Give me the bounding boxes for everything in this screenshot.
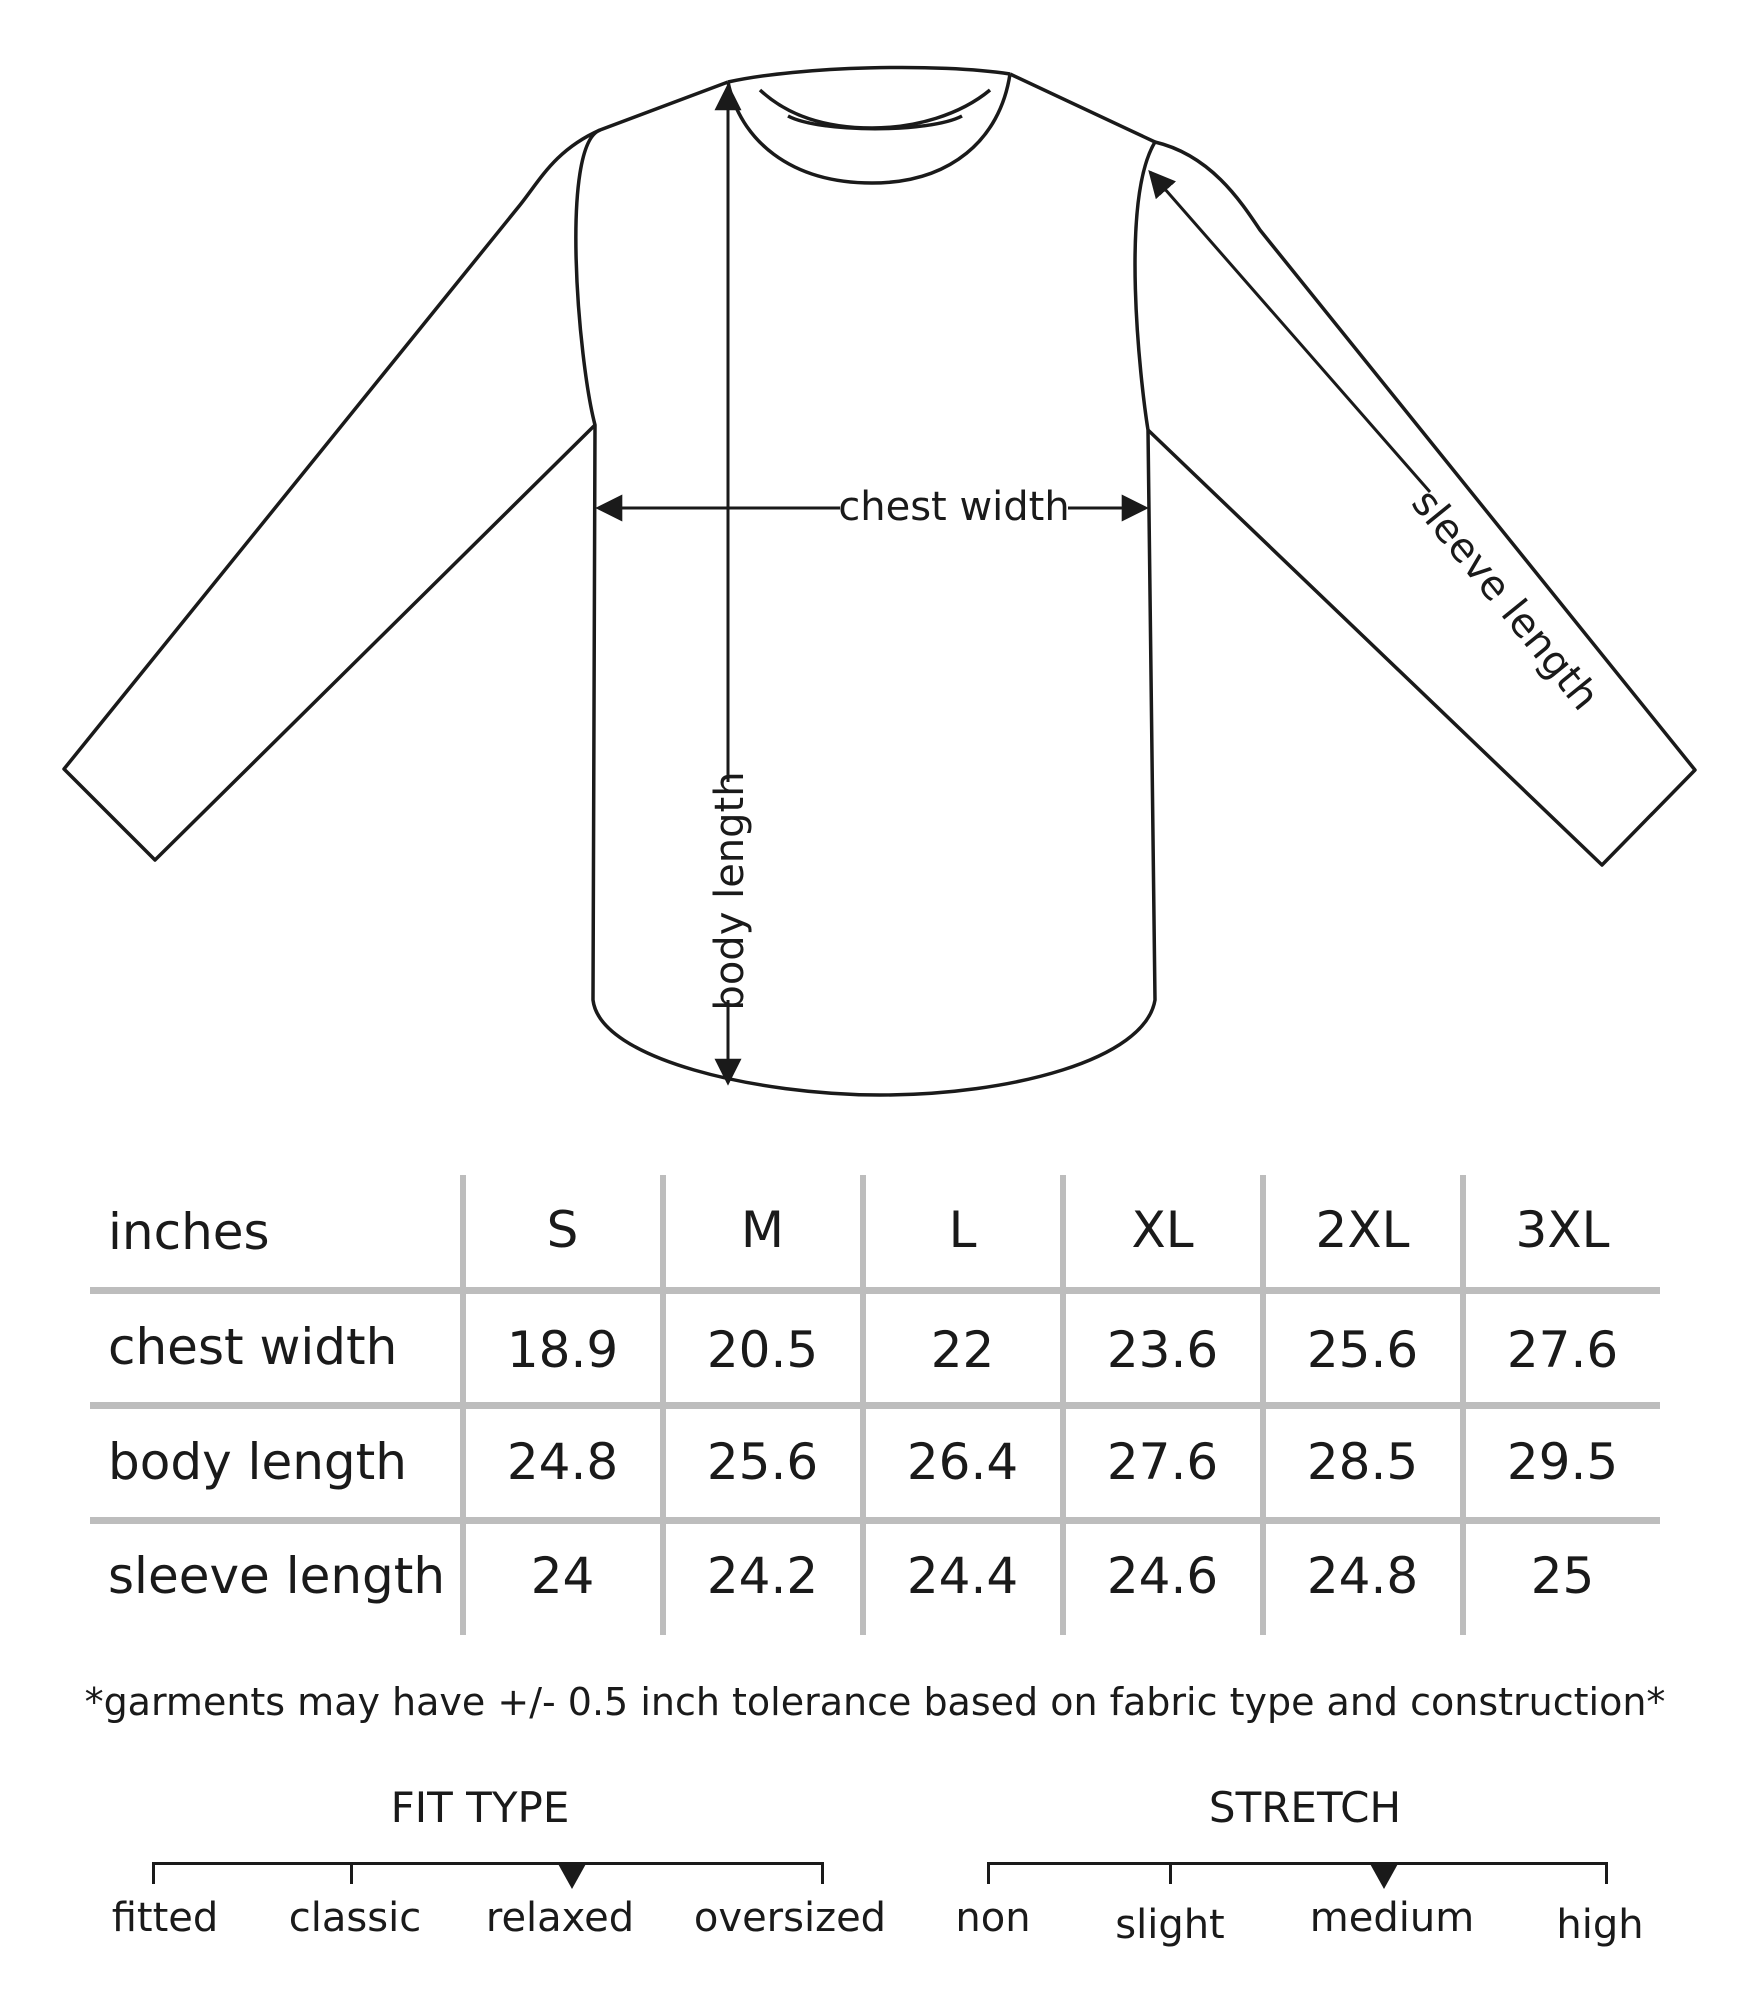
stretch-marker-icon xyxy=(1369,1862,1399,1889)
long-sleeve-shirt-outline xyxy=(64,67,1695,1095)
size-header: L xyxy=(948,1201,977,1259)
table-cell: 20.5 xyxy=(706,1321,819,1379)
table-cell: 27.6 xyxy=(1106,1433,1219,1491)
table-cell: 24.4 xyxy=(906,1547,1019,1605)
table-cell: 24 xyxy=(530,1547,595,1605)
row-label-chest-width: chest width xyxy=(108,1318,398,1376)
table-cell: 25 xyxy=(1530,1547,1595,1605)
sleeve-length-line xyxy=(1150,172,1430,492)
table-cell: 25.6 xyxy=(1306,1321,1419,1379)
stretch-title: STRETCH xyxy=(1208,1783,1402,1832)
stretch-tick xyxy=(1169,1862,1172,1884)
stretch-tick xyxy=(987,1862,990,1884)
table-cell: 25.6 xyxy=(706,1433,819,1491)
fit-type-marker-icon xyxy=(557,1862,587,1889)
unit-header: inches xyxy=(108,1203,270,1261)
size-chart-table xyxy=(90,1175,1660,1635)
tolerance-note: *garments may have +/- 0.5 inch tolerance based on fabric type and construction* xyxy=(84,1680,1666,1724)
stretch-option: high xyxy=(1556,1902,1644,1948)
table-cell: 29.5 xyxy=(1506,1433,1619,1491)
table-cell: 26.4 xyxy=(906,1433,1019,1491)
table-cell: 22 xyxy=(930,1321,995,1379)
fit-type-tick xyxy=(821,1862,824,1884)
table-cell: 24.2 xyxy=(706,1547,819,1605)
fit-type-option: oversized xyxy=(693,1895,887,1941)
table-cell: 18.9 xyxy=(506,1321,619,1379)
chest-width-label: chest width xyxy=(838,484,1070,530)
collar-outer xyxy=(728,67,1010,82)
fit-type-option: classic xyxy=(288,1895,422,1941)
shirt-body xyxy=(576,74,1155,1095)
stretch-option: slight xyxy=(1115,1902,1225,1948)
fit-type-option: fitted xyxy=(111,1895,219,1941)
table-cell: 24.6 xyxy=(1106,1547,1219,1605)
fit-type-scale-line xyxy=(152,1862,824,1865)
table-cell: 24.8 xyxy=(1306,1547,1419,1605)
left-sleeve xyxy=(64,130,600,860)
row-label-sleeve-length: sleeve length xyxy=(108,1547,446,1605)
fit-type-tick xyxy=(152,1862,155,1884)
collar-band xyxy=(760,90,990,128)
size-header: XL xyxy=(1131,1201,1194,1259)
fit-type-option: relaxed xyxy=(485,1895,635,1941)
row-label-body-length: body length xyxy=(108,1433,407,1491)
stretch-scale-line xyxy=(987,1862,1608,1865)
size-header: 2XL xyxy=(1315,1201,1410,1259)
table-cell: 24.8 xyxy=(506,1433,619,1491)
stretch-option: non xyxy=(955,1895,1031,1941)
sleeve-length-label: sleeve length xyxy=(1402,480,1608,720)
table-cell: 28.5 xyxy=(1306,1433,1419,1491)
body-length-label: body length xyxy=(707,771,753,1011)
table-cell: 23.6 xyxy=(1106,1321,1219,1379)
stretch-option: medium xyxy=(1309,1895,1475,1941)
size-header: M xyxy=(740,1201,785,1259)
fit-type-tick xyxy=(350,1862,353,1884)
fit-type-title: FIT TYPE xyxy=(390,1783,570,1832)
size-header: 3XL xyxy=(1515,1201,1610,1259)
stretch-tick xyxy=(1605,1862,1608,1884)
size-header: S xyxy=(546,1201,579,1259)
table-cell: 27.6 xyxy=(1506,1321,1619,1379)
